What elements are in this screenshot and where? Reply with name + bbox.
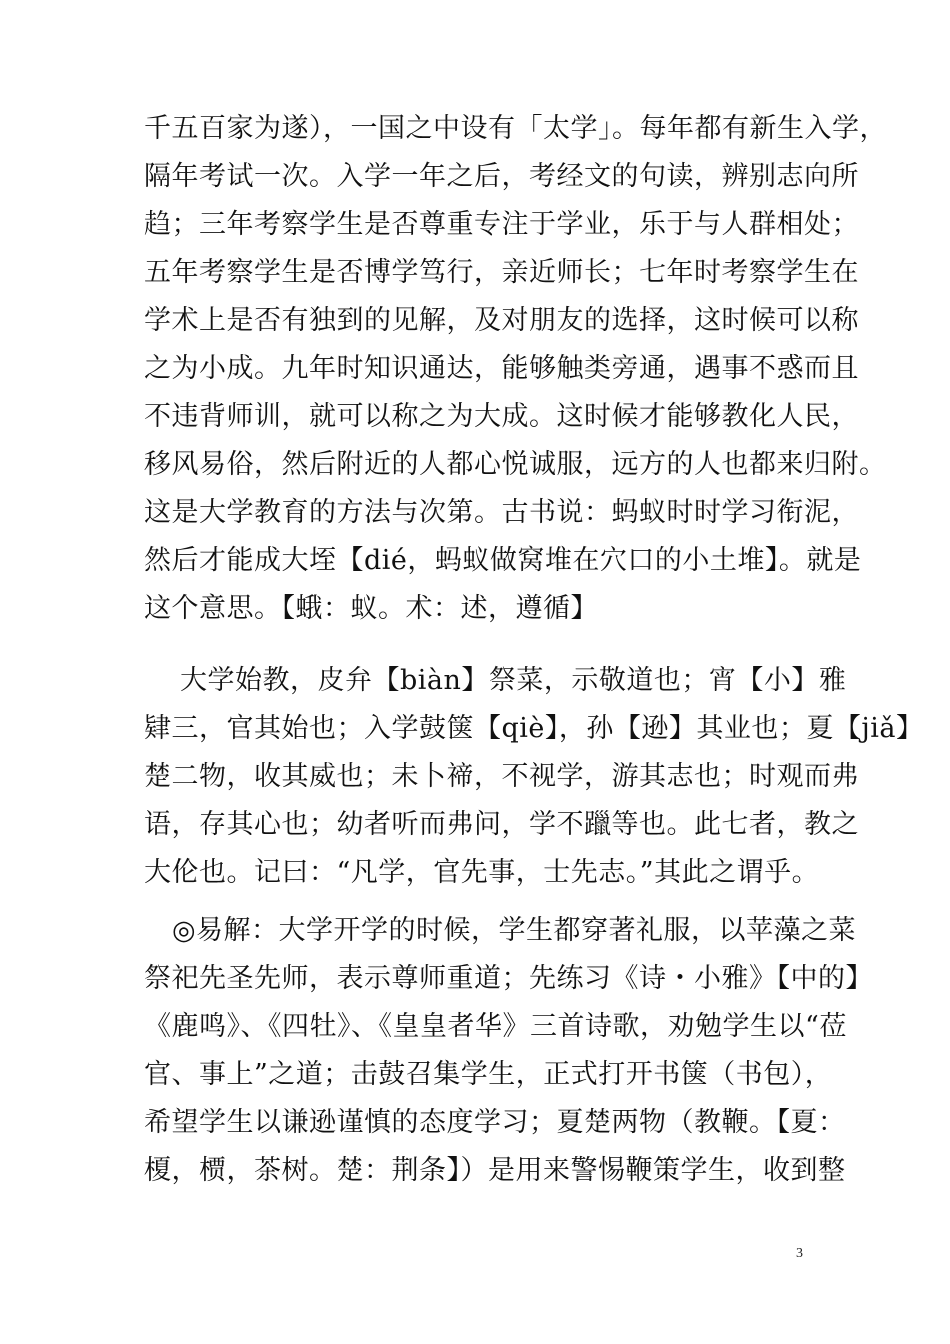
text-line: 然后才能成大垤【dié，蚂蚁做窝堆在穴口的小土堆】。就是 xyxy=(144,545,862,576)
text-line: 祭祀先圣先师，表示尊师重道；先练习《诗・小雅》【中的】 xyxy=(144,963,873,994)
text-line: 不违背师训，就可以称之为大成。这时候才能够教化人民， xyxy=(144,401,859,432)
text-line: 大伦也。记曰：“凡学，官先事，士先志。”其此之谓乎。 xyxy=(144,857,820,888)
text-line: 移风易俗，然后附近的人都心悦诚服，远方的人也都来归附。 xyxy=(144,449,887,480)
text-line: ◎易解：大学开学的时候，学生都穿著礼服，以苹藻之菜 xyxy=(172,915,857,946)
text-line: 趋；三年考察学生是否尊重专注于学业，乐于与人群相处； xyxy=(144,209,859,240)
text-line: 这个意思。【蛾：蚁。术：述，遵循】 xyxy=(144,593,598,624)
text-line: 大学始教，皮弁【biàn】祭菜，示敬道也；宵【小】雅 xyxy=(180,665,847,696)
text-line: 隔年考试一次。入学一年之后，考经文的句读，辨别志向所 xyxy=(144,161,859,192)
text-line: 语，存其心也；幼者听而弗问，学不躐等也。此七者，教之 xyxy=(144,809,859,840)
text-line: 希望学生以谦逊谨慎的态度学习；夏楚两物（教鞭。【夏： xyxy=(144,1107,846,1138)
text-line: 肄三，官其始也；入学鼓箧【qiè】，孙【逊】其业也；夏【jiǎ】 xyxy=(144,713,924,744)
text-line: 五年考察学生是否博学笃行，亲近师长；七年时考察学生在 xyxy=(144,257,859,288)
text-line: 这是大学教育的方法与次第。古书说：蚂蚁时时学习衔泥， xyxy=(144,497,859,528)
text-line: 官、事上”之道；击鼓召集学生，正式打开书箧（书包）， xyxy=(144,1059,833,1090)
text-line: 榎，槚，茶树。楚：荆条】）是用来警惕鞭策学生，收到整 xyxy=(144,1155,846,1186)
paragraph-commentary-continued xyxy=(144,105,887,633)
text-line: 学术上是否有独到的见解，及对朋友的选择，这时候可以称 xyxy=(144,305,859,336)
text-line: 楚二物，收其威也；未卜禘，不视学，游其志也；时观而弗 xyxy=(144,761,859,792)
paragraph-explanation xyxy=(144,907,873,1195)
text-line: 千五百家为遂），一国之中设有「太学」。每年都有新生入学， xyxy=(144,113,887,144)
page-number: 3 xyxy=(796,1246,803,1261)
text-line: 之为小成。九年时知识通达，能够触类旁通，遇事不惑而且 xyxy=(144,353,859,384)
paragraph-classic-text xyxy=(144,657,924,897)
text-line: 《鹿鸣》、《四牡》、《皇皇者华》三首诗歌，劝勉学生以“莅 xyxy=(144,1011,847,1042)
